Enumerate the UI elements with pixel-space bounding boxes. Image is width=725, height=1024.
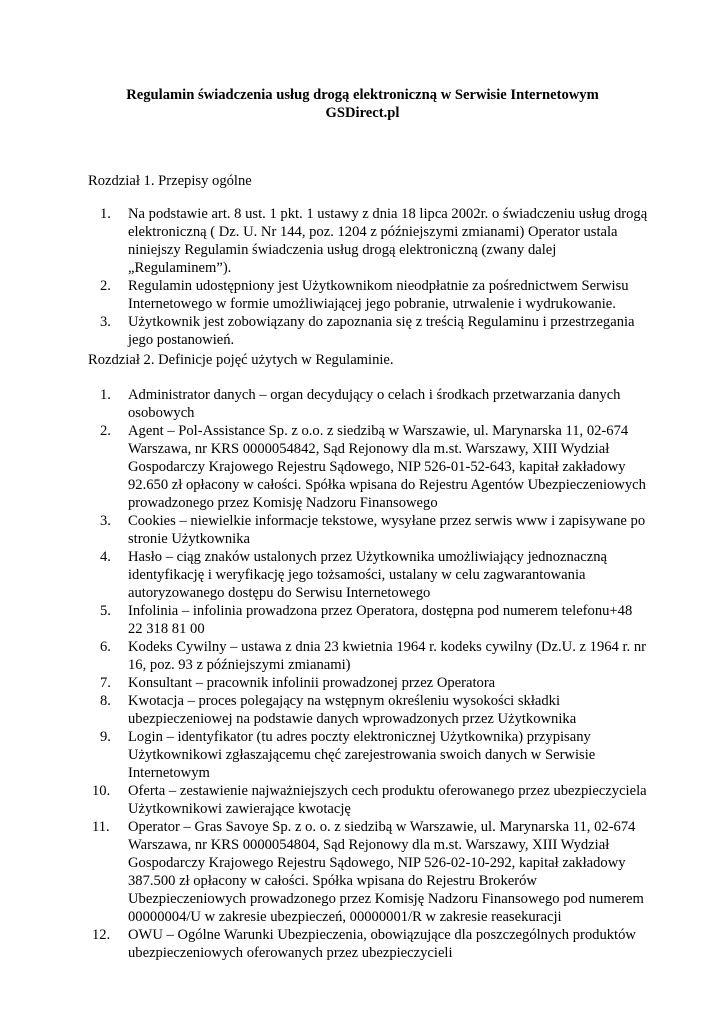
list-item-number: 3. [100,513,111,529]
list-item-text: Operator – Gras Savoye Sp. z o. o. z siedzibą w Warszawie, ul. Marynarska 11, 02-674 Warszawa, nr KRS 0000054804, Sąd Rejonowy dla m.st. Warszawy, XIII Wydział Gospodarczy Krajowego Rejestru Sądowego, NIP 526-02-10-292, kapitał zakładowy 387.500 zł opłacony w całości. Spółka wpisana do Rejestru Brokerów Ubezpieczeniowych prowadzonego przez Komisję Nadzoru Finansowego pod numerem 00000004/U w zakresie ubezpieczeń, 00000001/R w zakresie reasekuracji [128,819,644,925]
list-item [88,422,648,512]
list-item-text: Hasło – ciąg znaków ustalonych przez Użytkownika umożliwiający jednoznaczną identyfikację i weryfikację jego tożsamości, ustalany w celu zagwarantowania autoryzowanego dostępu do Serwisu Internetowego [128,549,607,601]
list-item-number: 6. [100,639,111,655]
list-item-text: Na podstawie art. 8 ust. 1 pkt. 1 ustawy z dnia 18 lipca 2002r. o świadczeniu usług drogą elektroniczną ( Dz. U. Nr 144, poz. 1204 z późniejszymi zmianami) Operator ustala niniejszy Regulamin świadczenia usług drogą elektroniczną (zwany dalej „Regulaminem”). [128,206,648,276]
list-item-text: Kwotacja – proces polegający na wstępnym określeniu wysokości składki ubezpieczeniowej na podstawie danych wprowadzonych przez Użytkownika [128,693,577,727]
list-item-number: 7. [100,675,111,691]
document-title-line-1: Regulamin świadczenia usług drogą elektroniczną w Serwisie Internetowym [126,87,599,103]
list-item-number: 9. [100,729,111,745]
list-item-text: Regulamin udostępniony jest Użytkownikom nieodpłatnie za pośrednictwem Serwisu Internetowego w formie umożliwiającej jego pobranie, utrwalenie i wydrukowanie. [128,278,629,312]
document-title [0,86,725,122]
list-item-text: Cookies – niewielkie informacje tekstowe, wysyłane przez serwis www i zapisywane po stronie Użytkownika [128,513,646,547]
list-item-text: Kodeks Cywilny – ustawa z dnia 23 kwietnia 1964 r. kodeks cywilny (Dz.U. z 1964 r. nr 16, poz. 93 z późniejszymi zmianami) [128,639,646,673]
list-item-number: 1. [100,206,111,222]
list-item-text: Login – identyfikator (tu adres poczty elektronicznej Użytkownika) przypisany Użytkownikowi zgłaszającemu chęć zarejestrowania swoich danych w Serwisie Internetowym [128,729,596,781]
list-item-number: 11. [92,819,110,835]
list-item-text: Użytkownik jest zobowiązany do zapoznania się z treścią Regulaminu i przestrzegania jego postanowień. [128,314,635,348]
list-item [88,602,648,638]
list-item [88,638,648,674]
list-item-number: 4. [100,549,111,565]
list-item-text: Konsultant – pracownik infolinii prowadzonej przez Operatora [128,675,496,691]
list-item-number: 8. [100,693,111,709]
chapter-2-list [88,386,648,962]
list-item [88,782,648,818]
list-item-number: 10. [92,783,111,799]
list-item-number: 12. [92,927,111,943]
list-item [88,728,648,782]
list-item-number: 2. [100,423,111,439]
list-item-text: Infolinia – infolinia prowadzona przez Operatora, dostępna pod numerem telefonu+48 22 318 81 00 [128,603,633,637]
chapter-1-list [88,205,648,349]
list-item-text: OWU – Ogólne Warunki Ubezpieczenia, obowiązujące dla poszczególnych produktów ubezpieczeniowych oferowanych przez ubezpieczycieli [128,927,636,961]
document-title-line-2: GSDirect.pl [325,105,400,121]
list-item-text: Agent – Pol-Assistance Sp. z o.o. z siedzibą w Warszawie, ul. Marynarska 11, 02-674 Warszawa, nr KRS 0000054842, Sąd Rejonowy dla m.st. Warszawy, XIII Wydział Gospodarczy Krajowego Rejestru Sądowego, NIP 526-01-52-643, kapitał zakładowy 92.650 zł opłacony w całości. Spółka wpisana do Rejestru Agentów Ubezpieczeniowych prowadzonego przez Komisję Nadzoru Finansowego [128,423,646,511]
list-item [88,512,648,548]
list-item-number: 3. [100,314,111,330]
list-item [88,313,648,349]
list-item [88,548,648,602]
list-item [88,277,648,313]
list-item [88,674,648,692]
list-item [88,818,648,926]
list-item-number: 5. [100,603,111,619]
list-item [88,386,648,422]
list-item-text: Administrator danych – organ decydujący o celach i środkach przetwarzania danych osobowych [128,387,621,421]
list-item [88,926,648,962]
list-item [88,205,648,277]
chapter-2-heading: Rozdział 2. Definicje pojęć użytych w Regulaminie. [88,352,394,368]
list-item-number: 2. [100,278,111,294]
list-item-text: Oferta – zestawienie najważniejszych cech produktu oferowanego przez ubezpieczyciela Użytkownikowi zawierające kwotację [128,783,647,817]
chapter-1-heading: Rozdział 1. Przepisy ogólne [88,173,252,189]
list-item-number: 1. [100,387,111,403]
list-item [88,692,648,728]
